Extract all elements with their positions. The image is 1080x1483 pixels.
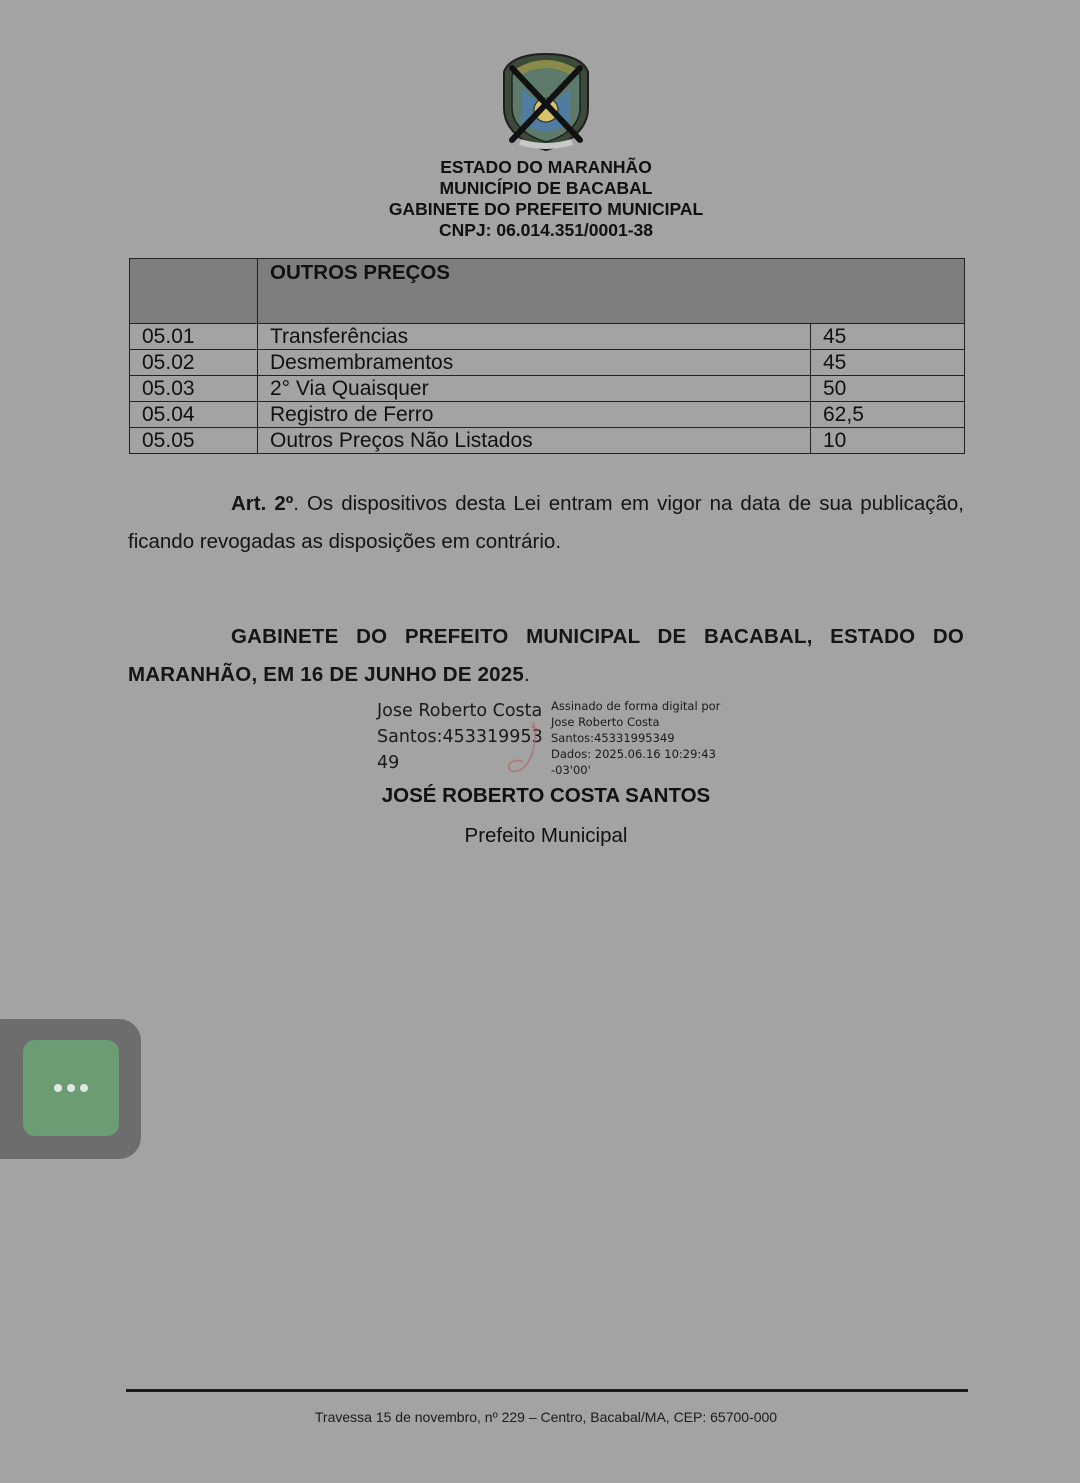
letterhead bbox=[0, 157, 1080, 241]
signature-meta-line: -03'00' bbox=[551, 763, 591, 777]
article-text: . Os dispositivos desta Lei entram em vigor na data de sua publicação, ficando revogadas as disposições em contrário. bbox=[128, 492, 965, 553]
row-value: 10 bbox=[811, 428, 965, 454]
signature-meta-line: Assinado de forma digital por bbox=[551, 699, 721, 713]
digital-signature bbox=[377, 698, 737, 780]
signature-meta-line: Dados: 2025.06.16 10:29:43 bbox=[551, 747, 716, 761]
prices-table bbox=[129, 258, 965, 454]
row-code: 05.04 bbox=[130, 402, 258, 428]
footer-divider bbox=[126, 1389, 968, 1392]
signature-meta-line: Santos:45331995349 bbox=[551, 731, 675, 745]
signature-name-line: 49 bbox=[377, 753, 400, 773]
header-state: ESTADO DO MARANHÃO bbox=[440, 157, 652, 177]
table-row bbox=[130, 402, 965, 428]
signature-metadata bbox=[551, 698, 741, 778]
table-title: OUTROS PREÇOS bbox=[258, 259, 965, 324]
signature-meta-line: Jose Roberto Costa bbox=[551, 715, 660, 729]
more-dots-icon bbox=[23, 1040, 119, 1136]
table-row bbox=[130, 324, 965, 350]
signer-role: Prefeito Municipal bbox=[464, 824, 628, 847]
table-row bbox=[130, 428, 965, 454]
table-row bbox=[130, 376, 965, 402]
table-header-row bbox=[130, 259, 965, 324]
row-code: 05.05 bbox=[130, 428, 258, 454]
signature-name-line: Jose Roberto Costa bbox=[377, 701, 543, 721]
header-cnpj: CNPJ: 06.014.351/0001-38 bbox=[438, 220, 654, 240]
row-item: Desmembramentos bbox=[258, 350, 811, 376]
article-label: Art. 2º bbox=[231, 492, 294, 515]
row-value: 45 bbox=[811, 324, 965, 350]
article-2-paragraph bbox=[128, 485, 964, 561]
municipal-crest-logo bbox=[498, 50, 594, 154]
table-row bbox=[130, 350, 965, 376]
row-item: Transferências bbox=[258, 324, 811, 350]
row-code: 05.02 bbox=[130, 350, 258, 376]
closing-paragraph bbox=[128, 618, 964, 694]
row-value: 62,5 bbox=[811, 402, 965, 428]
row-item: Outros Preços Não Listados bbox=[258, 428, 811, 454]
row-code: 05.01 bbox=[130, 324, 258, 350]
header-office: GABINETE DO PREFEITO MUNICIPAL bbox=[388, 199, 704, 219]
row-value: 45 bbox=[811, 350, 965, 376]
signature-name-line: Santos:453319953 bbox=[377, 727, 543, 747]
row-item: 2° Via Quaisquer bbox=[258, 376, 811, 402]
row-item: Registro de Ferro bbox=[258, 402, 811, 428]
signer-name: JOSÉ ROBERTO COSTA SANTOS bbox=[381, 784, 711, 807]
footer-address: Travessa 15 de novembro, nº 229 – Centro, Bacabal/MA, CEP: 65700-000 bbox=[314, 1409, 778, 1425]
row-value: 50 bbox=[811, 376, 965, 402]
closing-end: . bbox=[524, 663, 530, 686]
row-code: 05.03 bbox=[130, 376, 258, 402]
closing-text: GABINETE DO PREFEITO MUNICIPAL DE BACABAL, ESTADO DO MARANHÃO, EM 16 DE JUNHO DE 2025 bbox=[128, 625, 964, 686]
more-options-button[interactable] bbox=[23, 1040, 119, 1136]
table-header-blank bbox=[130, 259, 258, 324]
header-municipality: MUNICÍPIO DE BACABAL bbox=[439, 178, 653, 198]
